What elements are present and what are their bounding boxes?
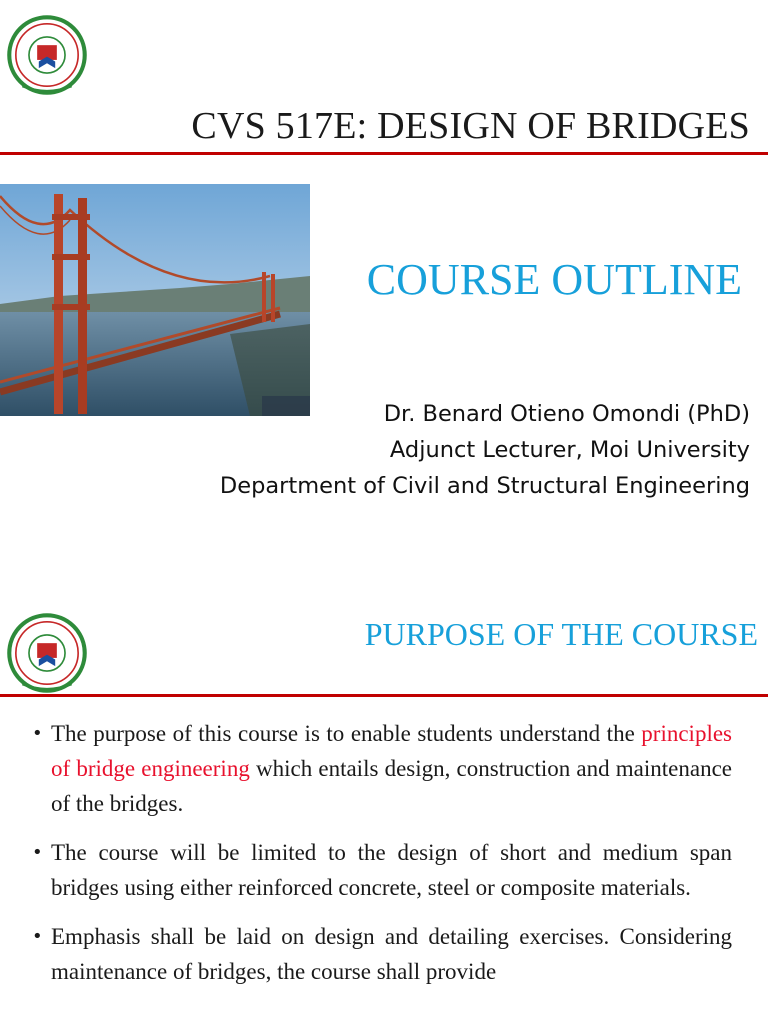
bullet-highlight: principles of bridge engineering <box>51 721 732 781</box>
bullet-item <box>32 835 732 905</box>
bullet-item <box>32 919 732 989</box>
author-block <box>220 396 750 504</box>
bridge-photo <box>0 184 310 416</box>
header-divider <box>0 152 768 155</box>
course-outline-heading: COURSE OUTLINE <box>366 255 742 304</box>
bullet-dot-icon: • <box>32 926 43 947</box>
university-logo-icon <box>6 14 88 96</box>
bullet-item <box>32 716 732 821</box>
bullet-list <box>32 716 732 1003</box>
purpose-slide <box>0 604 768 1024</box>
author-name: Dr. Benard Otieno Omondi (PhD) <box>383 401 750 427</box>
bullet-text: The course will be limited to the design of short and medium span bridges using either reinforced concrete, steel or composite materials. <box>51 840 732 900</box>
bullet-text: Emphasis shall be laid on design and detailing exercises. Considering maintenance of bridges, the course shall provide <box>51 924 732 984</box>
university-logo-icon <box>6 612 88 694</box>
author-position: Adjunct Lecturer, Moi University <box>389 437 750 463</box>
header-divider <box>0 694 768 697</box>
author-department: Department of Civil and Structural Engineering <box>219 473 750 499</box>
purpose-heading: PURPOSE OF THE COURSE <box>364 616 758 652</box>
bullet-dot-icon: • <box>32 723 43 744</box>
bullet-text: which entails design, construction and maintenance of the bridges. <box>51 756 733 816</box>
bullet-text: The purpose of this course is to enable students understand the <box>51 721 642 746</box>
course-title: CVS 517E: DESIGN OF BRIDGES <box>191 105 750 147</box>
bullet-dot-icon: • <box>32 842 43 863</box>
